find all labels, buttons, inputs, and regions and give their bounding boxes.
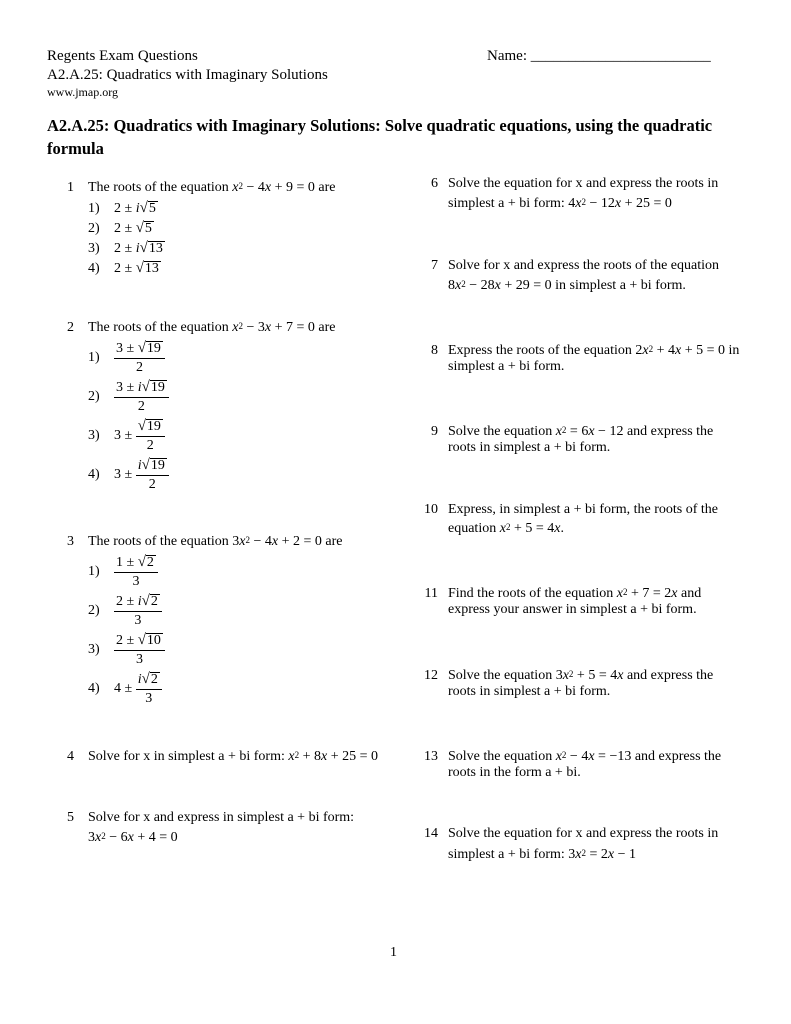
q12-equation: $3x^2 + 5 = 4x$	[555, 668, 624, 683]
option-label: 1)	[88, 564, 100, 580]
q1-option-2: 2) 2 ± √5	[88, 220, 152, 236]
q1-option-3: 3) 2 ± i√13	[88, 240, 163, 256]
q9-line-1-text: Solve the equation	[448, 424, 553, 439]
q8-line-1-tail: in	[728, 343, 740, 358]
q1-option-1: 1) 2 ± i√5	[88, 200, 156, 216]
option-label: 1)	[88, 350, 100, 366]
q2-stem	[88, 320, 335, 336]
header-site: www.jmap.org	[47, 85, 118, 99]
q8-equation: $2x^2 + 4x + 5 = 0$	[635, 343, 726, 358]
q11-line-1-tail: and	[681, 586, 702, 601]
q4-stem	[88, 749, 378, 765]
q5-number: 5	[67, 810, 74, 825]
q3-stem	[88, 534, 342, 550]
q6-line-1: Solve the equation for x and express the roots in	[448, 176, 719, 191]
q1-option-4: 4) 2 ± √13	[88, 260, 159, 276]
q1-equation: $x^2 - 4x + 9 = 0$	[232, 180, 315, 195]
q7-number: 7	[431, 258, 438, 273]
q13-number: 13	[424, 749, 438, 764]
q6-line-2	[448, 196, 672, 212]
q11-line-1-text: Find the roots of the equation	[448, 586, 614, 601]
q6-number: 6	[431, 176, 438, 191]
option-label: 2)	[88, 603, 100, 619]
name-field-label: Name: ________________________	[487, 48, 711, 64]
q11-equation: $x^2 + 7 = 2x$	[616, 586, 678, 601]
q14-line-1: Solve the equation for x and express the roots in	[448, 826, 719, 841]
q14-number: 14	[424, 826, 438, 841]
q14-line-2	[448, 847, 636, 863]
q4-stem-text: Solve for x in simplest a + bi form:	[88, 749, 285, 764]
q6-line-2-text: simplest a + bi form:	[448, 196, 565, 211]
option-label: 4)	[88, 467, 100, 483]
q4-equation: $x^2 + 8x + 25 = 0$	[288, 749, 379, 764]
q12-line-1-tail: and express the	[626, 668, 714, 683]
q7-line-2	[448, 278, 686, 294]
q3-stem-text: The roots of the equation	[88, 534, 229, 549]
q9-equation: $x^2 = 6x - 12$	[555, 424, 624, 439]
q2-option-3: 3) 3 ± $\frac{√19}{2}$	[88, 418, 165, 454]
option-label: 4)	[88, 681, 100, 697]
q5-equation: $3x^2 - 6x + 4 = 0$	[88, 830, 178, 845]
option-label: 1)	[88, 201, 100, 216]
q13-line-1-tail: and express the	[634, 749, 722, 764]
option-label: 2)	[88, 389, 100, 405]
q4-number: 4	[67, 749, 74, 764]
q13-line-1	[448, 749, 721, 765]
q1-stem-text: The roots of the equation	[88, 180, 229, 195]
q2-stem-tail: are	[318, 320, 336, 335]
q9-line-1	[448, 424, 713, 440]
q10-number: 10	[424, 502, 438, 517]
option-label: 2)	[88, 221, 100, 236]
q8-line-1	[448, 343, 739, 359]
q14-line-2-text: simplest a + bi form:	[448, 847, 565, 862]
q6-equation: $4x^2 - 12x + 25 = 0$	[568, 196, 672, 211]
q2-stem-text: The roots of the equation	[88, 320, 229, 335]
q8-line-2: simplest a + bi form.	[448, 359, 565, 374]
q10-line-2-text: equation	[448, 521, 497, 536]
q7-equation: $8x^2 - 28x + 29 = 0$	[448, 278, 552, 293]
q11-line-1	[448, 586, 701, 602]
option-label: 3)	[88, 428, 100, 444]
q8-line-1-text: Express the roots of the equation	[448, 343, 632, 358]
option-label: 4)	[88, 261, 100, 276]
q7-line-1: Solve for x and express the roots of the equation	[448, 258, 719, 273]
q3-stem-tail: are	[325, 534, 343, 549]
q12-number: 12	[424, 668, 438, 683]
q3-option-3: 3) $\frac{2 \pm √10}{3}$	[88, 632, 165, 668]
q3-number: 3	[67, 534, 74, 549]
q12-line-1	[448, 668, 713, 684]
q10-line-2	[448, 521, 564, 537]
q13-line-1-text: Solve the equation	[448, 749, 553, 764]
q12-line-1-text: Solve the equation	[448, 668, 553, 683]
q7-line-2-text: in simplest a + bi form.	[555, 278, 686, 293]
q3-equation: $3x^2 - 4x + 2 = 0$	[232, 534, 322, 549]
q1-stem	[88, 180, 335, 196]
q2-option-4: 4) 3 ± $\frac{i√19}{2}$	[88, 457, 169, 493]
q3-option-4: 4) 4 ± $\frac{i√2}{3}$	[88, 671, 162, 707]
q1-number: 1	[67, 180, 74, 195]
header-line-2: A2.A.25: Quadratics with Imaginary Solutions	[47, 67, 328, 83]
q11-number: 11	[424, 586, 438, 601]
q10-equation: $x^2 + 5 = 4x$.	[499, 521, 564, 536]
q10-line-1: Express, in simplest a + bi form, the roots of the	[448, 502, 718, 517]
q9-line-1-tail: and express the	[626, 424, 714, 439]
q2-option-1: 1) $\frac{3 \pm √19}{2}$	[88, 340, 165, 376]
header-line-1: Regents Exam Questions	[47, 48, 198, 64]
q3-option-2: 2) $\frac{2 \pm i√2}{3}$	[88, 593, 162, 629]
page-number: 1	[390, 945, 397, 960]
q9-line-2: roots in simplest a + bi form.	[448, 440, 611, 455]
q2-option-2: 2) $\frac{3 \pm i√19}{2}$	[88, 379, 169, 415]
q12-line-2: roots in simplest a + bi form.	[448, 684, 611, 699]
q8-number: 8	[431, 343, 438, 358]
q3-option-1: 1) $\frac{1 \pm √2}{3}$	[88, 554, 158, 590]
option-label: 3)	[88, 642, 100, 658]
q11-line-2: express your answer in simplest a + bi form.	[448, 602, 697, 617]
page-title: A2.A.25: Quadratics with Imaginary Solutions: Solve quadratic equations, using the quadratic formula	[47, 116, 713, 158]
q13-line-2: roots in the form a + bi.	[448, 765, 581, 780]
q2-number: 2	[67, 320, 74, 335]
q5-stem: Solve for x and express in simplest a + bi form:	[88, 810, 355, 825]
q1-stem-tail: are	[318, 180, 336, 195]
q2-equation: $x^2 - 3x + 7 = 0$	[232, 320, 315, 335]
q9-number: 9	[431, 424, 438, 439]
option-label: 3)	[88, 241, 100, 256]
q14-equation: $3x^2 = 2x - 1$	[568, 847, 637, 862]
q13-equation: $x^2 - 4x = -13$	[555, 749, 632, 764]
